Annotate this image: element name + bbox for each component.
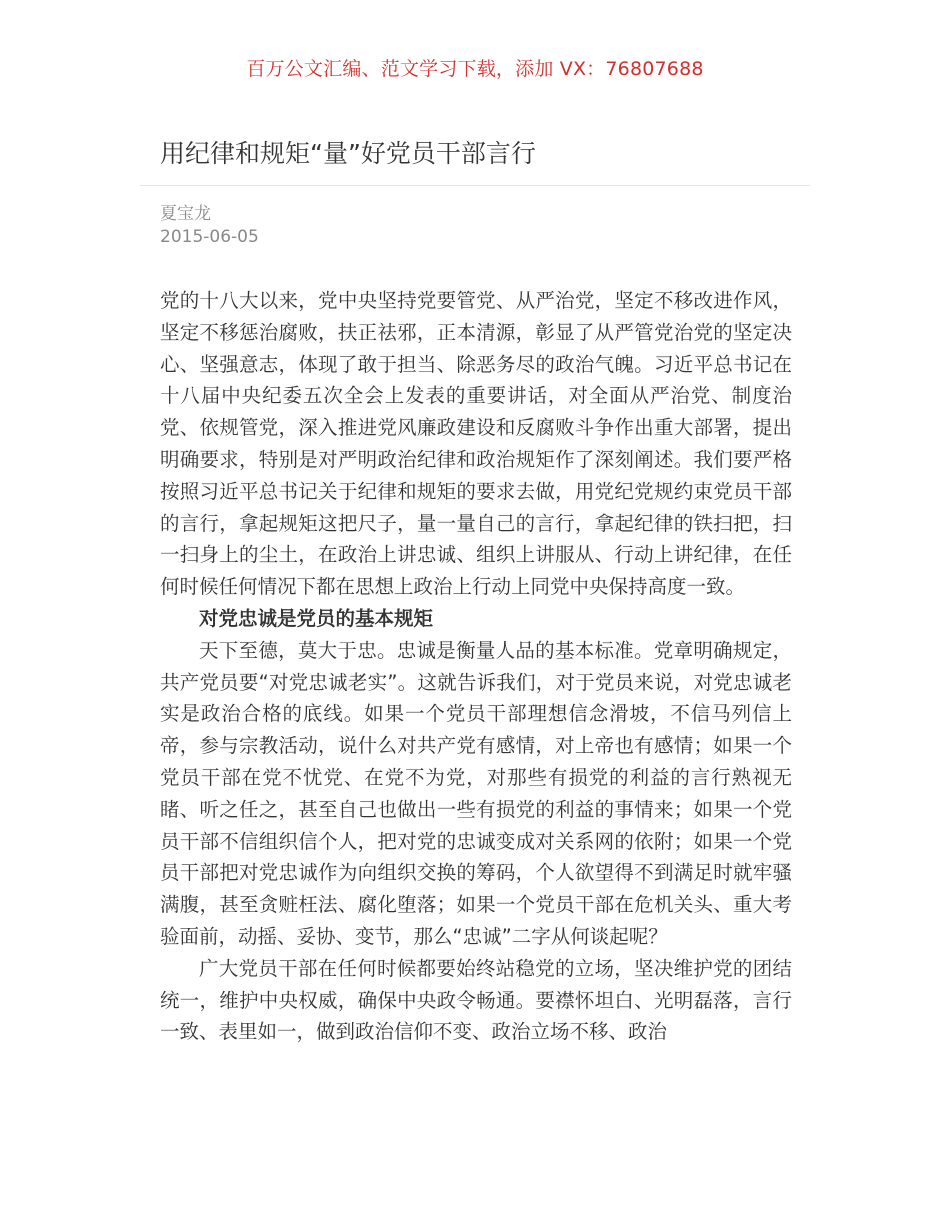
article-date: 2015-06-05 (160, 227, 259, 247)
paragraph-loyalty: 天下至德，莫大于忠。忠诚是衡量人品的基本标准。党章明确规定，共产党员要“对党忠诚老实”。这就告诉我们，对于党员来说，对党忠诚老实是政治合格的底线。如果一个党员干部理想信念滑坡，不信马列信上帝，参与宗教活动，说什么对共产党有感情，对上帝也有感情；如果一个党员干部在党不忧党、在党不为党，对那些有损党的利益的言行熟视无睹、听之任之，甚至自己也做出一些有损党的利益的事情来；如果一个党员干部不信组织信个人，把对党的忠诚变成对关系网的依附；如果一个党员干部把对党忠诚作为向组织交换的筹码，个人欲望得不到满足时就牢骚满腹，甚至贪赃枉法、腐化堕落；如果一个党员干部在危机关头、重大考验面前，动摇、妥协、变节，那么“忠诚”二字从何谈起呢？ (160, 638, 792, 948)
paragraph-party-members: 广大党员干部在任何时候都要始终站稳党的立场，坚决维护党的团结统一，维护中央权威，确保中央政令畅通。要襟怀坦白、光明磊落，言行一致、表里如一，做到政治信仰不变、政治立场不移、政治 (160, 956, 792, 1044)
promo-banner: 百万公文汇编、范文学习下载，添加 VX：76807688 (246, 58, 704, 80)
article-meta (160, 203, 259, 249)
article-body (160, 285, 792, 1048)
title-divider (140, 185, 810, 186)
section-heading: 对党忠诚是党员的基本规矩 (199, 606, 434, 630)
article-author: 夏宝龙 (160, 204, 211, 224)
paragraph-intro: 党的十八大以来，党中央坚持党要管党、从严治党，坚定不移改进作风，坚定不移惩治腐败，扶正祛邪，正本清源，彰显了从严管党治党的坚定决心、坚强意志，体现了敢于担当、除恶务尽的政治气魄。习近平总书记在十八届中央纪委五次全会上发表的重要讲话，对全面从严治党、制度治党、依规管党，深入推进党风廉政建设和反腐败斗争作出重大部署，提出明确要求，特别是对严明政治纪律和政治规矩作了深刻阐述。我们要严格按照习近平总书记关于纪律和规矩的要求去做，用党纪党规约束党员干部的言行，拿起规矩这把尺子，量一量自己的言行，拿起纪律的铁扫把，扫一扫身上的尘土，在政治上讲忠诚、组织上讲服从、行动上讲纪律，在任何时候任何情况下都在思想上政治上行动上同党中央保持高度一致。 (160, 289, 792, 599)
article-title: 用纪律和规矩“量”好党员干部言行 (160, 139, 536, 168)
